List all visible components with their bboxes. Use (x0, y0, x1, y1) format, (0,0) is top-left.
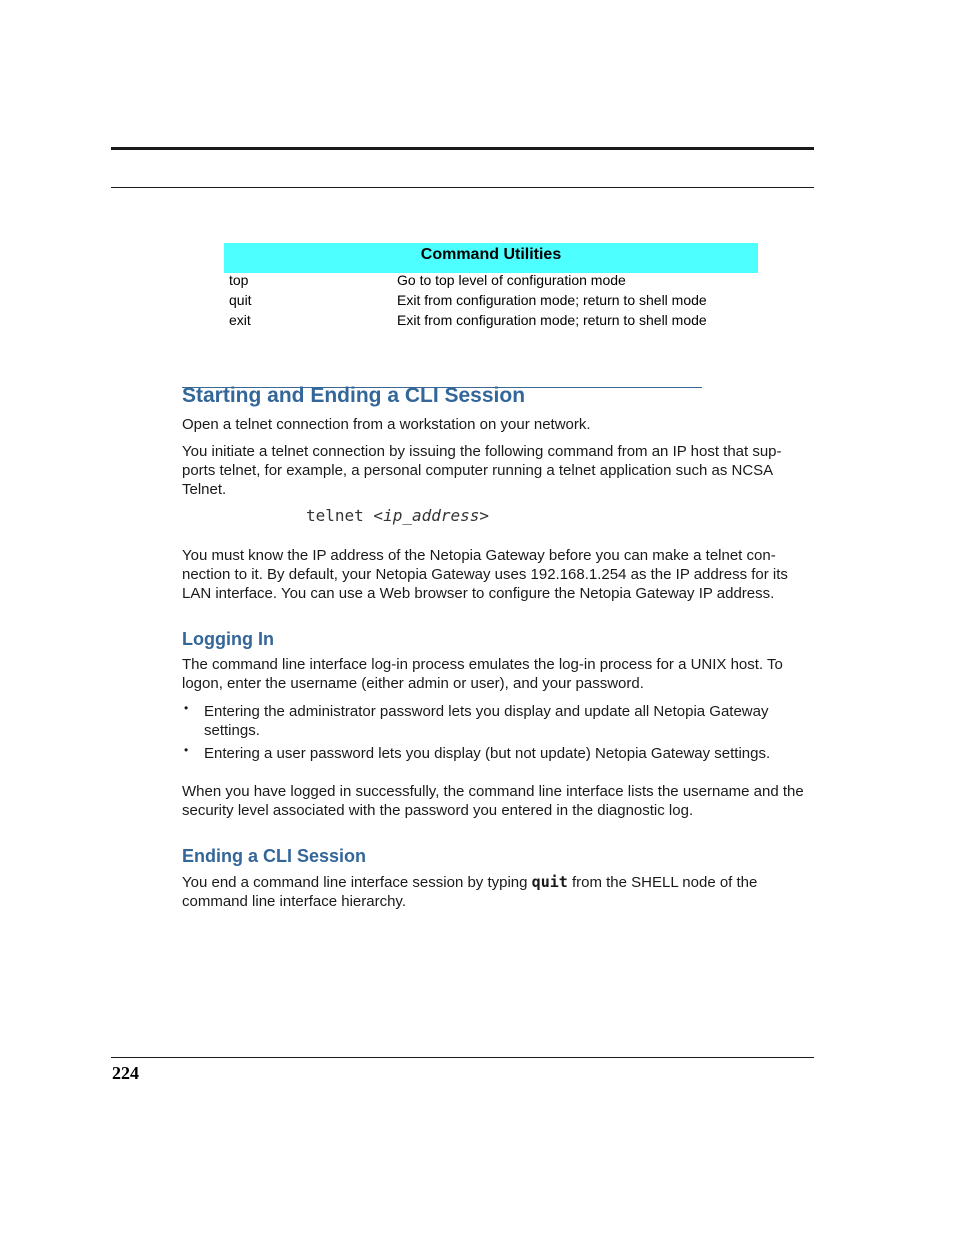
paragraph-logged-in: When you have logged in successfully, the command line interface lists the username and the security level associated with the password you entered in the diagnostic log. (182, 783, 804, 819)
table-row (224, 290, 758, 310)
description-cell: Go to top level of configuration mode (397, 272, 626, 288)
command-argument: ip_address (383, 506, 480, 525)
command-cell: top (229, 272, 249, 288)
command-utilities-table (224, 243, 758, 330)
list-item-text: Entering a user password lets you display (but not update) Netopia Gateway settings. (204, 745, 771, 762)
list-item (182, 744, 804, 763)
table-header: Command Utilities (224, 243, 758, 273)
paragraph-open-telnet: Open a telnet connection from a workstation on your network. (182, 416, 591, 433)
ending-text-before: You end a command line interface session by typing (182, 874, 532, 891)
bullet-glyph: • (184, 743, 189, 757)
table-row (224, 310, 758, 330)
quit-command: quit (531, 873, 568, 891)
ending-text-after: from the SHELL node of the command line interface hierarchy. (182, 874, 758, 910)
paragraph-initiate-telnet: You initiate a telnet connection by issuing the following command from an IP host that sup-ports telnet, for example, a personal computer running a telnet application such as NCSA Telnet. (182, 443, 782, 498)
description-cell: Exit from configuration mode; return to shell mode (397, 292, 707, 308)
command-cell: quit (229, 292, 252, 308)
command-cell: exit (229, 312, 251, 328)
top-thick-rule (111, 147, 814, 150)
paragraph-ip-address: You must know the IP address of the Netopia Gateway before you can make a telnet con-nection to it. By default, your Netopia Gateway uses 192.168.1.254 as the IP address for its LAN interface. You can use a Web browser to configure the Netopia Gateway IP address. (182, 547, 788, 602)
logging-in-heading: Logging In (182, 629, 274, 649)
ending-heading: Ending a CLI Session (182, 846, 367, 866)
list-item (182, 702, 804, 740)
page-number: 224 (112, 1063, 139, 1083)
command-text: telnet < (306, 506, 384, 525)
footer-rule (111, 1057, 814, 1058)
telnet-command (306, 506, 489, 525)
list-item-text: Entering the administrator password lets you display and update all Netopia Gateway settings. (204, 703, 769, 739)
paragraph-ending (182, 873, 804, 911)
top-thin-rule (111, 187, 814, 188)
section-title: Starting and Ending a CLI Session (182, 384, 526, 407)
table-row (224, 270, 758, 290)
bullet-glyph: • (184, 701, 189, 715)
command-close: > (479, 506, 490, 525)
paragraph-login-process: The command line interface log-in process emulates the log-in process for a UNIX host. To logon, enter the username (either admin or user), and your password. (182, 656, 783, 692)
description-cell: Exit from configuration mode; return to shell mode (397, 312, 707, 328)
